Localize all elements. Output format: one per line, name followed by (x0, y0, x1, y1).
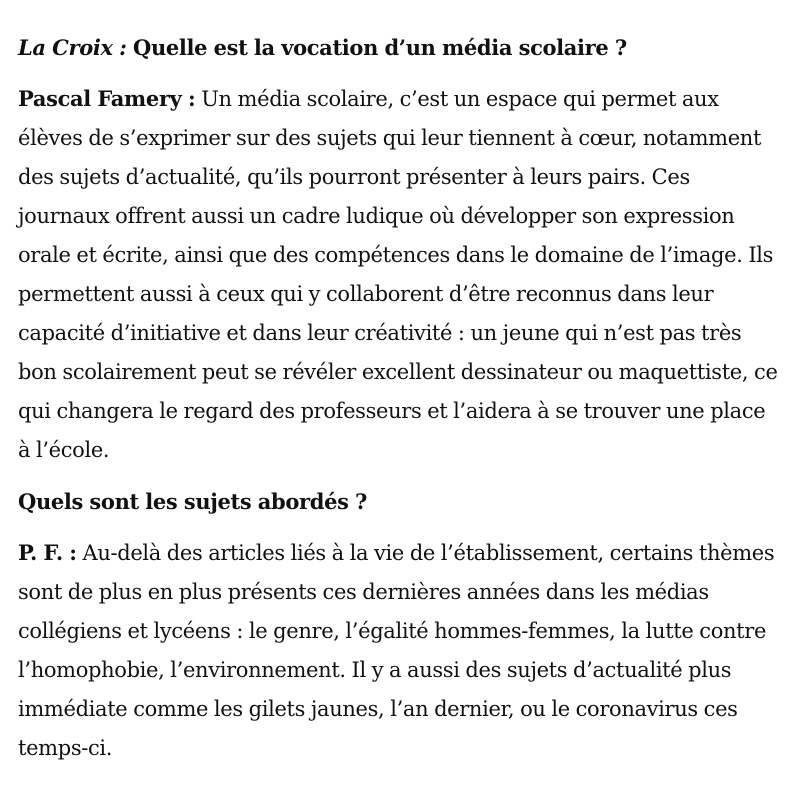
answer-text: Au-delà des articles liés à la vie de l’établissement, certains thèmes sont de plus en plus présents ces dernières années dans les médias collégiens et lycéens : le genre, l’égalité hommes-femmes, la lutte contre l’homophobie, l’environnement. Il y a aussi des sujets d’actualité plus immédiate comme les gilets jaunes, l’an dernier, ou le coronavirus ces temps-ci. (18, 541, 775, 760)
question-sujets (18, 482, 778, 521)
answer-text: Un média scolaire, c’est un espace qui permet aux élèves de s’exprimer sur des sujets qui leur tiennent à cœur, notamment des sujets d’actualité, qu’ils pourront présenter à leurs pairs. Ces journaux offrent aussi un cadre ludique où développer son expression orale et écrite, ainsi que des compétences dans le domaine de l’image. Ils permettent aussi à ceux qui y collaborent d’être reconnus dans leur capacité d’initiative et dans leur créativité : un jeune qui n’est pas très bon scolairement peut se révéler excellent dessinateur ou maquettiste, ce qui changera le regard des professeurs et l’aidera à se trouver une place à l’école. (18, 87, 778, 462)
question-text: Quels sont les sujets abordés ? (18, 489, 367, 514)
answer-sujets (18, 533, 778, 768)
speaker-name: Pascal Famery : (18, 86, 196, 111)
question-text: Quelle est la vocation d’un média scolaire ? (133, 35, 627, 60)
speaker-initials: P. F. : (18, 540, 77, 565)
answer-vocation (18, 79, 778, 470)
publication-name: La Croix : (18, 35, 127, 60)
question-vocation (18, 28, 778, 67)
